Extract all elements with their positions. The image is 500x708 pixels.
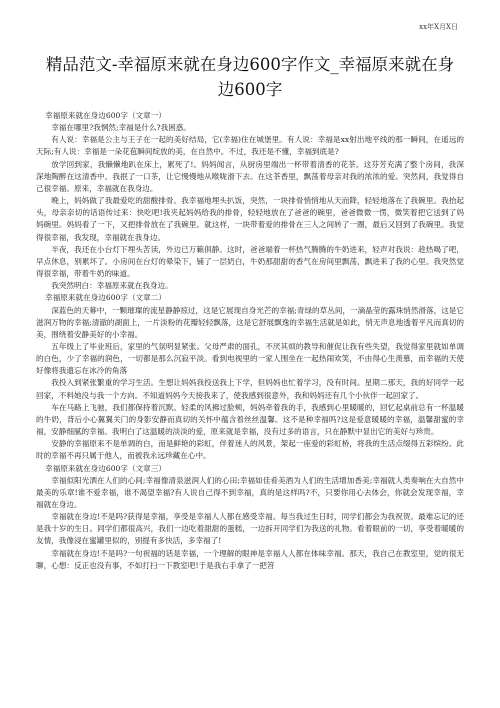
body-paragraph: 有人说：幸福是公主与王子在一起的美好结局，它(幸福)住在城堡里。有人说：幸福是xx射出地平线的那一瞬间，在遥远的天际;有人说：幸福是一朵花苞瞬间绽放的美，在自然中。不过，我还是不懂，幸福到底是? (36, 135, 464, 157)
body-paragraph: 我突然明白：幸福原来就在我身边。 (51, 281, 173, 291)
section-heading: 幸福原来就在身边600字（文章一） (45, 111, 166, 120)
document-title: 精品范文-幸福原来就在身边600字作文_幸福原来就在身边600字 (45, 55, 455, 99)
body-paragraph: 幸福就在身边!不是吗?获得是幸福，享受是幸福人人都在感受幸福。每当我过生日时，同学们都会为我祝贺。最难忘记的还是我十岁的生日。同学们都很高兴，我们一边吃着甜甜的蛋糕，一边拆开同学们为我送的礼物。看着眼前的一切，享受着暖暖的友情，我像浸在蜜罐里似的，别提有多快活，多幸福了! (36, 512, 464, 546)
body-paragraph: 幸福似阳光洒在人们的心间;幸福像清泉滋润人们的心田;幸福如佳肴美酒为人们的生活增加香美;幸福就人类奏响在大自然中最美的乐章!谁不爱幸福，谁不渴望幸福?有人说自己得不到幸福，真的是这样吗?不，只要你用心去体会，你就会发现幸福，幸福就在身边。 (36, 475, 464, 509)
body-paragraph: 半夜，我还在小台灯下埋头苦读，外边已万籁俱静。这时，爸爸端着一杯热气腾腾的牛奶进来，轻声对我说：趁热喝了吧，早点休息，别累坏了。小房间在台灯的晕染下，铺了一层奶白，牛奶那甜甜的香气在房间里飘荡，飘进来了我的心里。我突然觉得很幸福，带着牛奶的味道。 (36, 244, 464, 279)
document-body (36, 110, 464, 572)
body-paragraph: 幸福在哪里?我惘然;幸福是什么?我困惑。 (51, 123, 191, 133)
section-heading: 幸福原来就在身边600字（文章二） (45, 293, 166, 303)
body-paragraph: 安静的幸福原来不是单调的白，而是鲜艳的彩虹，伴着迷人的风景，架起一座爱的彩虹桥，将我的生活点缀得五彩缤纷。此时的幸福不再只属于他人，而被我永远珍藏在心中。 (36, 439, 464, 461)
section-heading: 幸福原来就在身边600字（文章三） (45, 463, 166, 473)
body-paragraph: 晚上，妈妈做了我最爱吃的甜酸排骨。我幸福地埋头扒饭，突然，一块排骨悄悄地从天而降，轻轻地落在了我碗里。我抬起头，母亲亲切的话语传过来：快吃吧!我夹起妈妈给我的排骨，轻轻地放在了爸爸的碗里，爸爸微微一愣，微笑着把它送到了妈妈碗里。妈妈看了一下，又把排骨放在了我碗里。就这样，一块带着爱的排骨在三人之间转了一圈，最后又回到了我碗里。我觉得很幸福，我发现，幸福就在我身边。 (36, 196, 464, 242)
body-paragraph: 放学回到家，我懒懒地趴在床上，累死了!。妈妈闻言，从厨房里端出一杯带着清香的花茶。这芬芳充满了整个房间，我深深地陶醉在这清香中。我抿了一口茶，让它慢慢地从喉咙滑下去。在这茶香里，飘荡着母亲对我的浓浓的爱。突然间，我觉得自己很幸福。原来，幸福就在我身边。 (36, 159, 464, 193)
body-paragraph: 五年级上了毕业班后，家里的气氛明显紧张。父母严肃的面孔，不厌其烦的教导和催促让我有些失望，我觉得家里就如单调的白色，少了幸福的润色，一切都是那么沉寂平淡。看到电视里的一家人围坐在一起热闹欢笑，不由得心生羡慕，而幸福的天使好像将我遗忘在冰冷的角落 (36, 341, 464, 376)
body-paragraph: 深蓝色的天幕中，一颗璀璨的流星静静掠过，这是它展现自身光芒的幸福;青绿的草丛间，一滴晶莹的露珠悄然滑落，这是它滋润万物的幸福;清澈的湖面上，一片淡粉的花瓣轻轻飘落，这是它舒展飘逸的幸福生活就是如此，悄无声息地透着平凡而真切的美，围绕着安静美好的小幸福。 (36, 305, 464, 339)
document-date: xx年X月X日 (419, 23, 458, 31)
body-paragraph: 车在马路上飞驰，我们都保持着沉默。轻柔的风拂过脸颊，妈妈牵着我的手，我感到心里暖暖的，回忆起桌前总有一杯温暖的牛奶，背后小心翼翼关门的身影安静而真切的关怀中蕴含着丝丝温馨。这不是种幸福吗?这是爱意暖暖的幸福，温馨甜蜜的幸福，安静细腻的幸福。我明白了这温暖的淡淡的爱，原来就是幸福，没有过多的语言，只在静默中显出它的美好与珍贵。 (36, 402, 464, 437)
body-paragraph: 幸福就在身边!不是吗?一句祝福的话是幸福，一个理解的眼神是幸福人人都在体味幸福。那天，我自己在教室里，觉的很无聊，心想：反正也没有事，不如打扫一下教室吧!于是我右手拿了一把笤 (36, 548, 464, 570)
body-paragraph: 我投入到紧张繁重的学习生活。生想让妈妈我投送我上下学，但妈妈也忙着学习，没有时间。星期二那天，我的好同学一起回家，不料她没与我一个方向。不知道妈妈今天接我来了，使我感到很意外，我和妈妈还有几个小伙伴一起回家了。 (36, 378, 464, 400)
